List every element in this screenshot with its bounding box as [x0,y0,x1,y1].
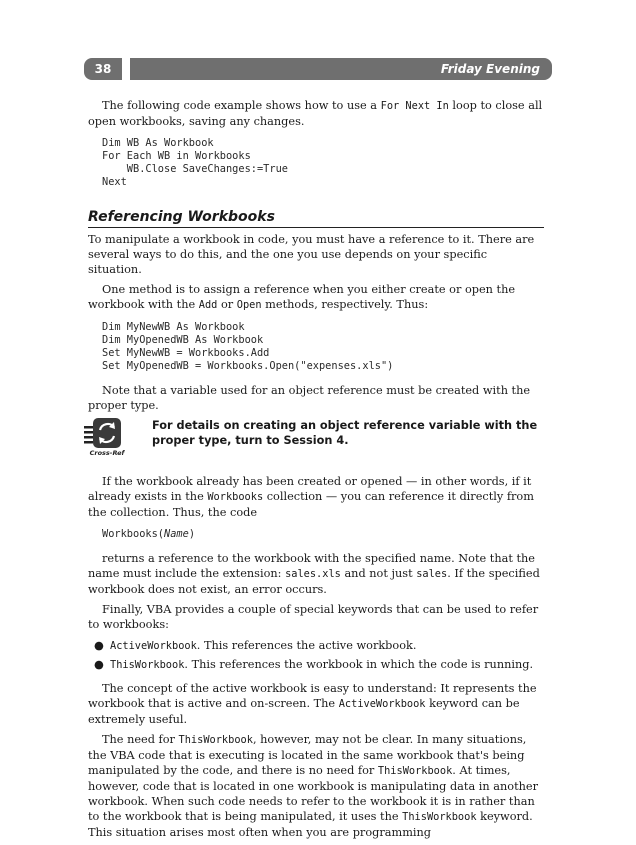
cross-ref-text: For details on creating an object reference variable with the proper type, turn to Session 4. [152,419,538,447]
paragraph-active-workbook: The concept of the active workbook is easy to understand: It represents the workbook that is active and on-screen. The ActiveWorkbook keyword can be extremely useful. [88,682,537,726]
inline-code: Add [198,299,218,311]
keyword-list [88,638,544,673]
inline-code: ThisWorkbook [178,734,253,746]
inline-code: For Next In [380,100,449,112]
paragraph-assign-reference: One method is to assign a reference when you either create or open the workbook with the Add or Open methods, respectively. Thus: [88,283,516,311]
inline-code: ThisWorkbook [402,811,477,823]
paragraph-special-keywords: Finally, VBA provides a couple of special keywords that can be used to refer to workbooks: [88,603,539,631]
cross-ref-icon [84,416,130,456]
inline-code: Open [236,299,262,311]
page-body [88,98,544,845]
inline-code: ThisWorkbook [377,765,453,777]
code-block-set-references: Dim MyNewWB As Workbook Dim MyOpenedWB As Workbook Set MyNewWB = Workbooks.Add Set MyOpenedWB = Workbooks.Open("expenses.xls") [102,321,394,372]
running-header [84,58,552,80]
paragraph-existing-workbook: If the workbook already has been created or opened — in other words, if it already exists in the Workbooks collection — you can reference it directly from the collection. Thus, the code [88,475,534,519]
list-item: ● ThisWorkbook. This references the workbook in which the code is running. [94,658,534,671]
page-number: 38 [84,58,122,80]
list-item: ● ActiveWorkbook. This references the active workbook. [94,639,417,652]
running-head-title: Friday Evening [130,58,552,80]
inline-code: sales.xls [285,568,341,580]
inline-code: sales [416,568,448,580]
inline-code: Workbooks [207,491,264,503]
section-heading: Referencing Workbooks [88,209,544,228]
code-block-workbooks-name: Workbooks(Name) [102,528,196,540]
code-block-close-workbooks: Dim WB As Workbook For Each WB in Workbooks WB.Close SaveChanges:=True Next [102,137,288,188]
paragraph-intro: The following code example shows how to use a For Next In loop to close all open workbooks, saving any changes. [88,99,543,128]
paragraph-this-workbook: The need for ThisWorkbook, however, may not be clear. In many situations, the VBA code that is executing is located in the same workbook that's being manipulated by the code, and there is no need for ThisWorkbook. At times, however, code that is located in one workbook is manipulating data in another workbook. When such code needs to refer to the workbook it is in rather than to the workbook that is being manipulated, it uses the ThisWorkbook keyword. This situation arises most often when you are programming [88,733,538,839]
paragraph-variable-note: Note that a variable used for an object reference must be created with the proper type. [88,384,531,412]
inline-code: ActiveWorkbook [338,698,426,710]
paragraph-returns-reference: returns a reference to the workbook with the specified name. Note that the name must include the extension: sales.xls and not just sales. If the specified workbook does not exist, an error occurs. [88,552,540,596]
svg-text:Cross-Ref: Cross-Ref [89,449,125,456]
cross-reference-note [88,418,544,462]
paragraph-manipulate: To manipulate a workbook in code, you must have a reference to it. There are several ways to do this, and the one you use depends on your specific situation. [88,233,535,276]
